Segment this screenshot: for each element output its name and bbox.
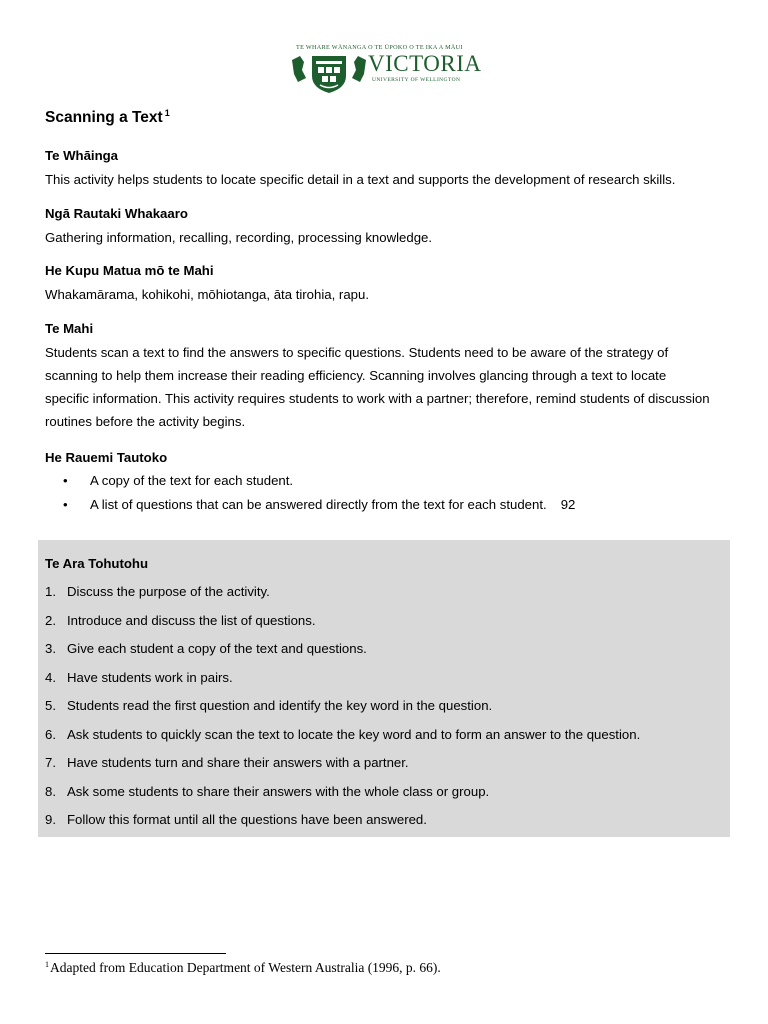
- page-title: [45, 108, 170, 127]
- step-number: 8.: [45, 783, 56, 799]
- section-resources: [45, 449, 735, 516]
- footnote-text: Adapted from Education Department of Western Australia (1996, p. 66).: [50, 960, 441, 975]
- step-number: 1.: [45, 584, 56, 599]
- footnote-divider: [45, 953, 226, 954]
- step-text: Students read the first question and identify the key word in the question.: [67, 698, 493, 713]
- step-text: Have students work in pairs.: [67, 669, 233, 685]
- footnote: [45, 960, 441, 976]
- step-number: 5.: [45, 698, 56, 713]
- university-logo: [290, 44, 480, 96]
- step-text: Have students turn and share their answers with a partner.: [67, 755, 409, 770]
- step-text: Discuss the purpose of the activity.: [67, 584, 270, 599]
- list-item: [45, 724, 725, 753]
- section-body: Gathering information, recalling, recording, processing knowledge.: [45, 230, 433, 245]
- list-item: [45, 695, 725, 724]
- section-thinking-strategies: [45, 205, 735, 249]
- list-item: [45, 667, 725, 696]
- page-title-text: Scanning a Text: [45, 109, 163, 126]
- section-body: This activity helps students to locate specific detail in a text and supports the development of research skills.: [45, 172, 676, 187]
- step-number: 3.: [45, 641, 56, 656]
- step-number: 6.: [45, 726, 56, 742]
- logo-subtitle: UNIVERSITY OF WELLINGTON: [372, 77, 461, 83]
- list-item: [45, 493, 735, 517]
- step-number: 7.: [45, 755, 56, 770]
- logo-tagline: TE WHARE WĀNANGA O TE ŪPOKO O TE IKA A MĀUI: [296, 44, 463, 51]
- list-item: [45, 581, 725, 610]
- title-footnote-ref: 1: [164, 108, 170, 118]
- bullet-icon: •: [63, 496, 68, 512]
- section-heading: He Kupu Matua mō te Mahi: [45, 263, 214, 278]
- step-text: Ask some students to share their answers with the whole class or group.: [67, 783, 490, 799]
- step-text: Give each student a copy of the text and questions.: [67, 641, 367, 656]
- page-number: 92: [560, 496, 576, 512]
- section-heading: He Rauemi Tautoko: [45, 450, 168, 465]
- list-item-text: A copy of the text for each student.: [90, 473, 294, 488]
- resources-list: [45, 469, 735, 516]
- list-item: [45, 638, 725, 667]
- section-body: Whakamārama, kohikohi, mōhiotanga, āta tirohia, rapu.: [45, 287, 369, 302]
- list-item: [45, 469, 735, 493]
- instructions-heading: Te Ara Tohutohu: [45, 556, 149, 571]
- section-key-words: [45, 262, 735, 306]
- list-item: [45, 809, 725, 838]
- section-heading: Te Mahi: [45, 321, 94, 336]
- footnote-ref: 1: [45, 960, 49, 969]
- step-text: Introduce and discuss the list of questions.: [67, 612, 316, 628]
- step-number: 4.: [45, 669, 56, 685]
- list-item: [45, 752, 725, 781]
- section-purpose: [45, 147, 735, 191]
- step-text: Follow this format until all the questions have been answered.: [67, 812, 427, 827]
- section-heading: Ngā Rautaki Whakaaro: [45, 206, 188, 221]
- section-heading: Te Whāinga: [45, 148, 119, 163]
- section-body: Students scan a text to find the answers to specific questions. Students need to be aware of the strategy of scanning to help them increase their reading efficiency. Scanning involves glancing through a text to locate specific information. This activity requires students to work with a partner; therefore, remind students of discussion routines before the activity begins.: [45, 345, 710, 429]
- list-item-text: A list of questions that can be answered directly from the text for each student.: [90, 496, 547, 512]
- list-item: [45, 610, 725, 639]
- bullet-icon: •: [63, 473, 68, 488]
- instructions-box: [38, 540, 730, 837]
- list-item: [45, 781, 725, 810]
- instructions-list: [45, 581, 725, 838]
- step-text: Ask students to quickly scan the text to locate the key word and to form an answer to the question.: [67, 726, 641, 742]
- logo-wordmark: VICTORIA: [368, 51, 482, 76]
- step-number: 2.: [45, 612, 56, 628]
- university-crest-icon: [290, 52, 368, 94]
- step-number: 9.: [45, 812, 56, 827]
- section-activity: [45, 320, 710, 433]
